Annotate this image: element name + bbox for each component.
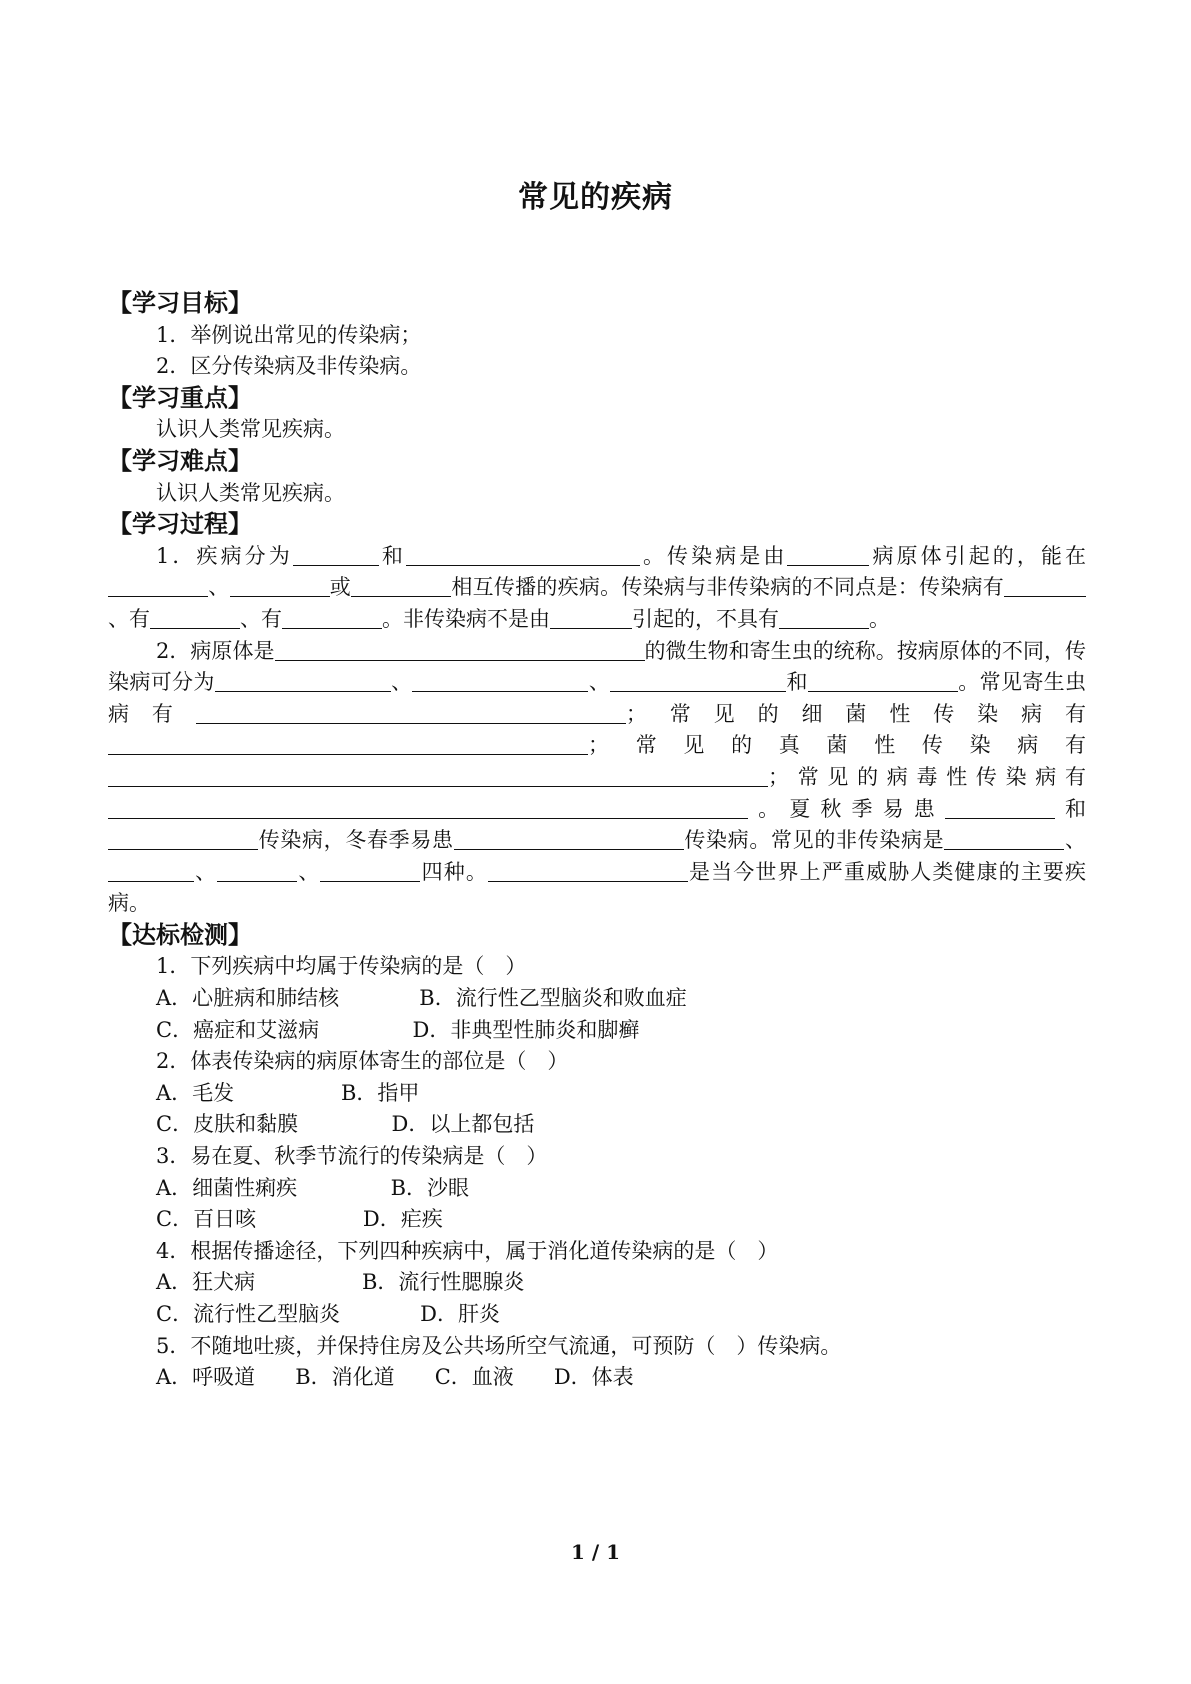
question-4-options[interactable]: C．流行性乙型脑炎 D．肝炎 bbox=[156, 1302, 501, 1326]
question-4: 4．根据传播途径，下列四种疾病中，属于消化道传染病的是（ ） bbox=[156, 1238, 779, 1263]
text-run: 、有 bbox=[240, 606, 282, 631]
difficulties-text: 认识人类常见疾病。 bbox=[156, 480, 345, 505]
question-5-options[interactable]: A．呼吸道 B．消化道 C．血液 D．体表 bbox=[156, 1365, 634, 1390]
question-1: 1．下列疾病中均属于传染病的是（ ） bbox=[156, 954, 527, 979]
answer-blank[interactable] bbox=[275, 638, 645, 661]
text-run: 。传染病是由 bbox=[639, 543, 788, 568]
answer-blank[interactable] bbox=[150, 606, 240, 629]
text-run: 和 bbox=[1054, 796, 1086, 821]
page-title: 常见的疾病 bbox=[518, 180, 673, 215]
text-run: 四种。 bbox=[420, 859, 488, 884]
text-run: 1．疾病分为 bbox=[156, 543, 293, 568]
text-run: 传染病。常见的非传染病是 bbox=[683, 828, 945, 853]
answer-blank[interactable] bbox=[412, 669, 588, 692]
section-heading-assessment: 【达标检测】 bbox=[108, 920, 252, 949]
question-5: 5．不随地吐痰，并保持住房及公共场所空气流通，可预防（ ）传染病。 bbox=[156, 1333, 842, 1358]
answer-blank[interactable] bbox=[550, 606, 632, 629]
text-run: 是当今世界上严重威胁人类健康的主要疾病。 bbox=[108, 859, 1087, 916]
answer-blank[interactable] bbox=[108, 764, 768, 787]
text-run: 、 bbox=[588, 670, 611, 695]
question-2-options[interactable]: A．毛发 B．指甲 bbox=[156, 1080, 420, 1105]
text-run: 传染病，冬春季易患 bbox=[258, 828, 454, 853]
section-heading-key-points: 【学习重点】 bbox=[108, 383, 252, 412]
text-run: 和 bbox=[786, 670, 808, 695]
objective-item: 2．区分传染病及非传染病。 bbox=[156, 354, 422, 379]
answer-blank[interactable] bbox=[108, 574, 208, 597]
answer-blank[interactable] bbox=[108, 732, 588, 755]
question-2: 2．体表传染病的病原体寄生的部位是（ ） bbox=[156, 1049, 569, 1074]
text-run: 病原体引起的，能在 bbox=[869, 543, 1087, 568]
answer-blank[interactable] bbox=[293, 543, 379, 566]
section-heading-process: 【学习过程】 bbox=[108, 510, 252, 539]
question-2-options[interactable]: C．皮肤和黏膜 D．以上都包括 bbox=[156, 1112, 535, 1137]
question-3-options[interactable]: C．百日咳 D．疟疾 bbox=[156, 1207, 443, 1232]
answer-blank[interactable] bbox=[196, 701, 626, 724]
text-run: 、 bbox=[1064, 828, 1087, 853]
process-paragraph-2 bbox=[108, 636, 1086, 920]
answer-blank[interactable] bbox=[108, 827, 258, 850]
answer-blank[interactable] bbox=[779, 606, 869, 629]
answer-blank[interactable] bbox=[108, 859, 194, 882]
section-heading-objectives: 【学习目标】 bbox=[108, 289, 252, 317]
text-run: ；常见的真菌性传染病有 bbox=[588, 733, 1086, 758]
text-run: 相互传播的疾病。传染病与非传染病的不同点是：传染病有 bbox=[451, 575, 1005, 600]
worksheet-content bbox=[108, 288, 1086, 1394]
text-run: 的微生物和寄生虫的统称。按病原体的不同，传染病可分为 bbox=[108, 638, 1086, 695]
text-run: 2．病原体是 bbox=[156, 638, 275, 663]
question-3: 3．易在夏、秋季节流行的传染病是（ ） bbox=[156, 1144, 548, 1169]
text-run: 、 bbox=[297, 859, 321, 884]
answer-blank[interactable] bbox=[610, 669, 786, 692]
text-run: 引起的，不具有 bbox=[632, 606, 779, 631]
question-1-options[interactable]: A．心脏病和肺结核 B．流行性乙型脑炎和败血症 bbox=[156, 986, 687, 1011]
answer-blank[interactable] bbox=[488, 859, 688, 882]
answer-blank[interactable] bbox=[282, 606, 382, 629]
process-paragraph-1 bbox=[108, 541, 1086, 636]
text-run: 、 bbox=[194, 859, 218, 884]
answer-blank[interactable] bbox=[320, 859, 420, 882]
text-run: 、 bbox=[208, 575, 230, 600]
text-run: 、有 bbox=[108, 606, 150, 631]
answer-blank[interactable] bbox=[217, 859, 297, 882]
answer-blank[interactable] bbox=[108, 796, 748, 819]
answer-blank[interactable] bbox=[351, 574, 451, 597]
text-run: 、 bbox=[390, 670, 413, 695]
question-4-options[interactable]: A．狂犬病 B．流行性腮腺炎 bbox=[156, 1270, 525, 1295]
question-1-options[interactable]: C．癌症和艾滋病 D．非典型性肺炎和脚癣 bbox=[156, 1017, 640, 1042]
answer-blank[interactable] bbox=[454, 827, 684, 850]
objective-item: 1．举例说出常见的传染病； bbox=[156, 322, 422, 347]
text-run: 或 bbox=[329, 575, 352, 600]
text-run: 和 bbox=[378, 543, 406, 568]
answer-blank[interactable] bbox=[406, 543, 640, 566]
answer-blank[interactable] bbox=[808, 669, 958, 692]
text-run: 。常见寄生虫病有 bbox=[108, 670, 1087, 726]
answer-blank[interactable] bbox=[945, 796, 1055, 819]
text-run: ；常见的细菌性传染病有 bbox=[625, 701, 1087, 726]
key-points-text: 认识人类常见疾病。 bbox=[156, 417, 345, 442]
answer-blank[interactable] bbox=[230, 574, 330, 597]
section-heading-difficulties: 【学习难点】 bbox=[108, 446, 252, 475]
text-run: 。夏秋季易患 bbox=[748, 796, 945, 821]
answer-blank[interactable] bbox=[944, 827, 1064, 850]
text-run: ；常见的病毒性传染病有 bbox=[768, 764, 1086, 789]
text-run: 。 bbox=[869, 606, 890, 631]
answer-blank[interactable] bbox=[1004, 574, 1086, 597]
question-3-options[interactable]: A．细菌性痢疾 B．沙眼 bbox=[156, 1175, 470, 1200]
text-run: 。非传染病不是由 bbox=[382, 606, 550, 631]
answer-blank[interactable] bbox=[787, 543, 869, 566]
answer-blank[interactable] bbox=[215, 669, 391, 692]
page-number: 1 / 1 bbox=[570, 1540, 621, 1564]
